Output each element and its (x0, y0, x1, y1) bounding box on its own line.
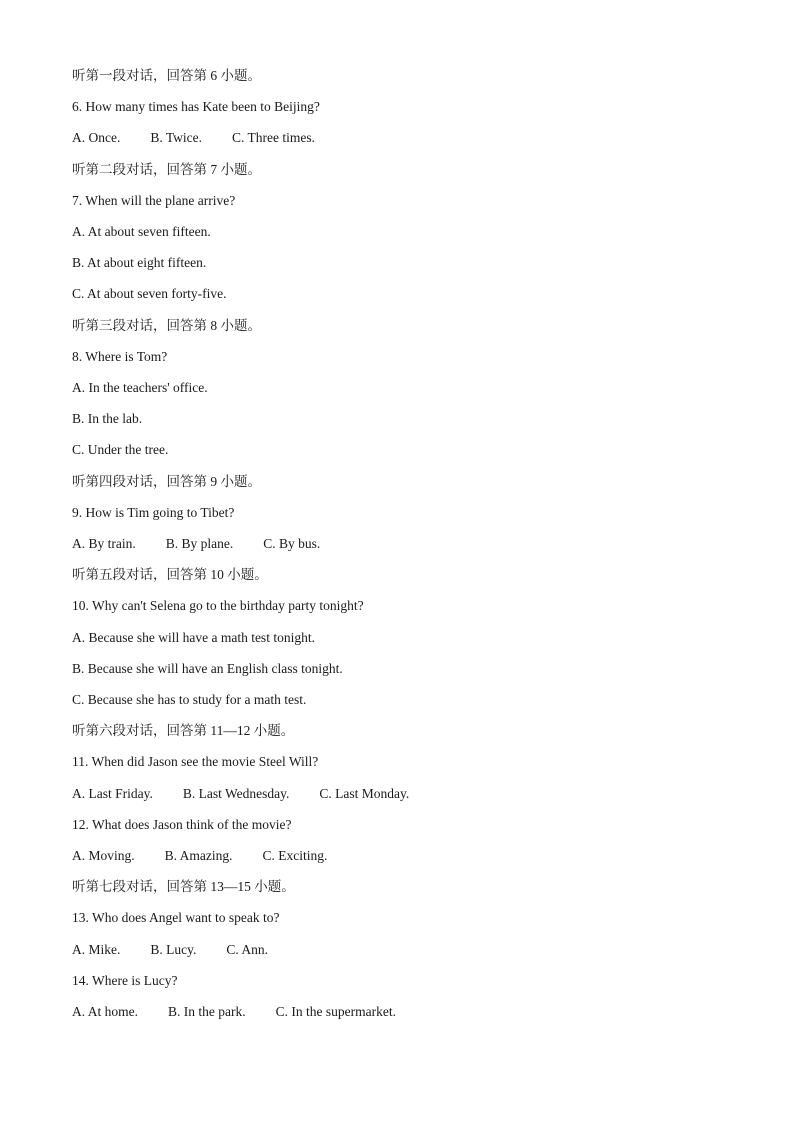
answer-option: C. Last Monday. (319, 785, 410, 801)
section-instruction: 听第一段对话，回答第 6 小题。 (72, 68, 261, 83)
option-row (72, 786, 409, 802)
question-text: 6. How many times has Kate been to Beijing? (72, 99, 320, 115)
question-text: 10. Why can't Selena go to the birthday party tonight? (72, 598, 364, 614)
option-row (72, 536, 320, 552)
question-text: 13. Who does Angel want to speak to? (72, 910, 280, 926)
answer-option: B. Because she will have an English class tonight. (72, 660, 343, 676)
question-text: 12. What does Jason think of the movie? (72, 816, 292, 832)
answer-option: C. Exciting. (262, 848, 328, 863)
question-text: 8. Where is Tom? (72, 348, 168, 364)
option-row (72, 130, 315, 146)
answer-option: B. In the lab. (72, 411, 143, 427)
section-instruction: 听第六段对话，回答第 11—12 小题。 (72, 723, 295, 739)
section-instruction: 听第二段对话，回答第 7 小题。 (72, 161, 261, 177)
section-instruction: 听第四段对话，回答第 9 小题。 (72, 473, 261, 489)
answer-option: B. Last Wednesday. (182, 785, 290, 801)
answer-option: C. By bus. (263, 536, 321, 551)
question-text: 11. When did Jason see the movie Steel Will? (72, 754, 319, 770)
answer-option: A. Moving. (72, 848, 135, 863)
question-text: 7. When will the plane arrive? (72, 192, 236, 208)
answer-option: A. At home. (72, 1004, 138, 1019)
answer-option: C. At about seven forty-five. (72, 286, 227, 302)
answer-option: C. In the supermarket. (275, 1004, 396, 1019)
answer-option: B. Twice. (150, 130, 203, 146)
answer-option: A. At about seven fifteen. (72, 224, 211, 239)
option-row (72, 1004, 396, 1020)
answer-option: B. Amazing. (164, 848, 233, 863)
answer-option: C. Ann. (226, 941, 269, 957)
section-instruction: 听第五段对话，回答第 10 小题。 (72, 567, 268, 583)
question-text: 14. Where is Lucy? (72, 972, 178, 988)
answer-option: B. Lucy. (150, 941, 197, 957)
answer-option: B. By plane. (165, 536, 234, 551)
question-text: 9. How is Tim going to Tibet? (72, 504, 235, 520)
answer-option: A. Mike. (72, 941, 121, 957)
section-instruction: 听第七段对话，回答第 13—15 小题。 (72, 879, 295, 895)
option-row (72, 942, 268, 958)
answer-option: A. Last Friday. (72, 785, 153, 801)
answer-option: B. At about eight fifteen. (72, 255, 207, 271)
option-row (72, 848, 327, 864)
section-instruction: 听第三段对话，回答第 8 小题。 (72, 317, 261, 333)
answer-option: C. Under the tree. (72, 442, 169, 458)
answer-option: C. Three times. (232, 130, 316, 146)
answer-option: A. Because she will have a math test tonight. (72, 629, 315, 645)
answer-option: C. Because she has to study for a math test. (72, 692, 307, 707)
answer-option: B. In the park. (168, 1004, 246, 1019)
answer-option: A. Once. (72, 130, 121, 146)
answer-option: A. In the teachers' office. (72, 380, 208, 395)
answer-option: A. By train. (72, 536, 136, 551)
